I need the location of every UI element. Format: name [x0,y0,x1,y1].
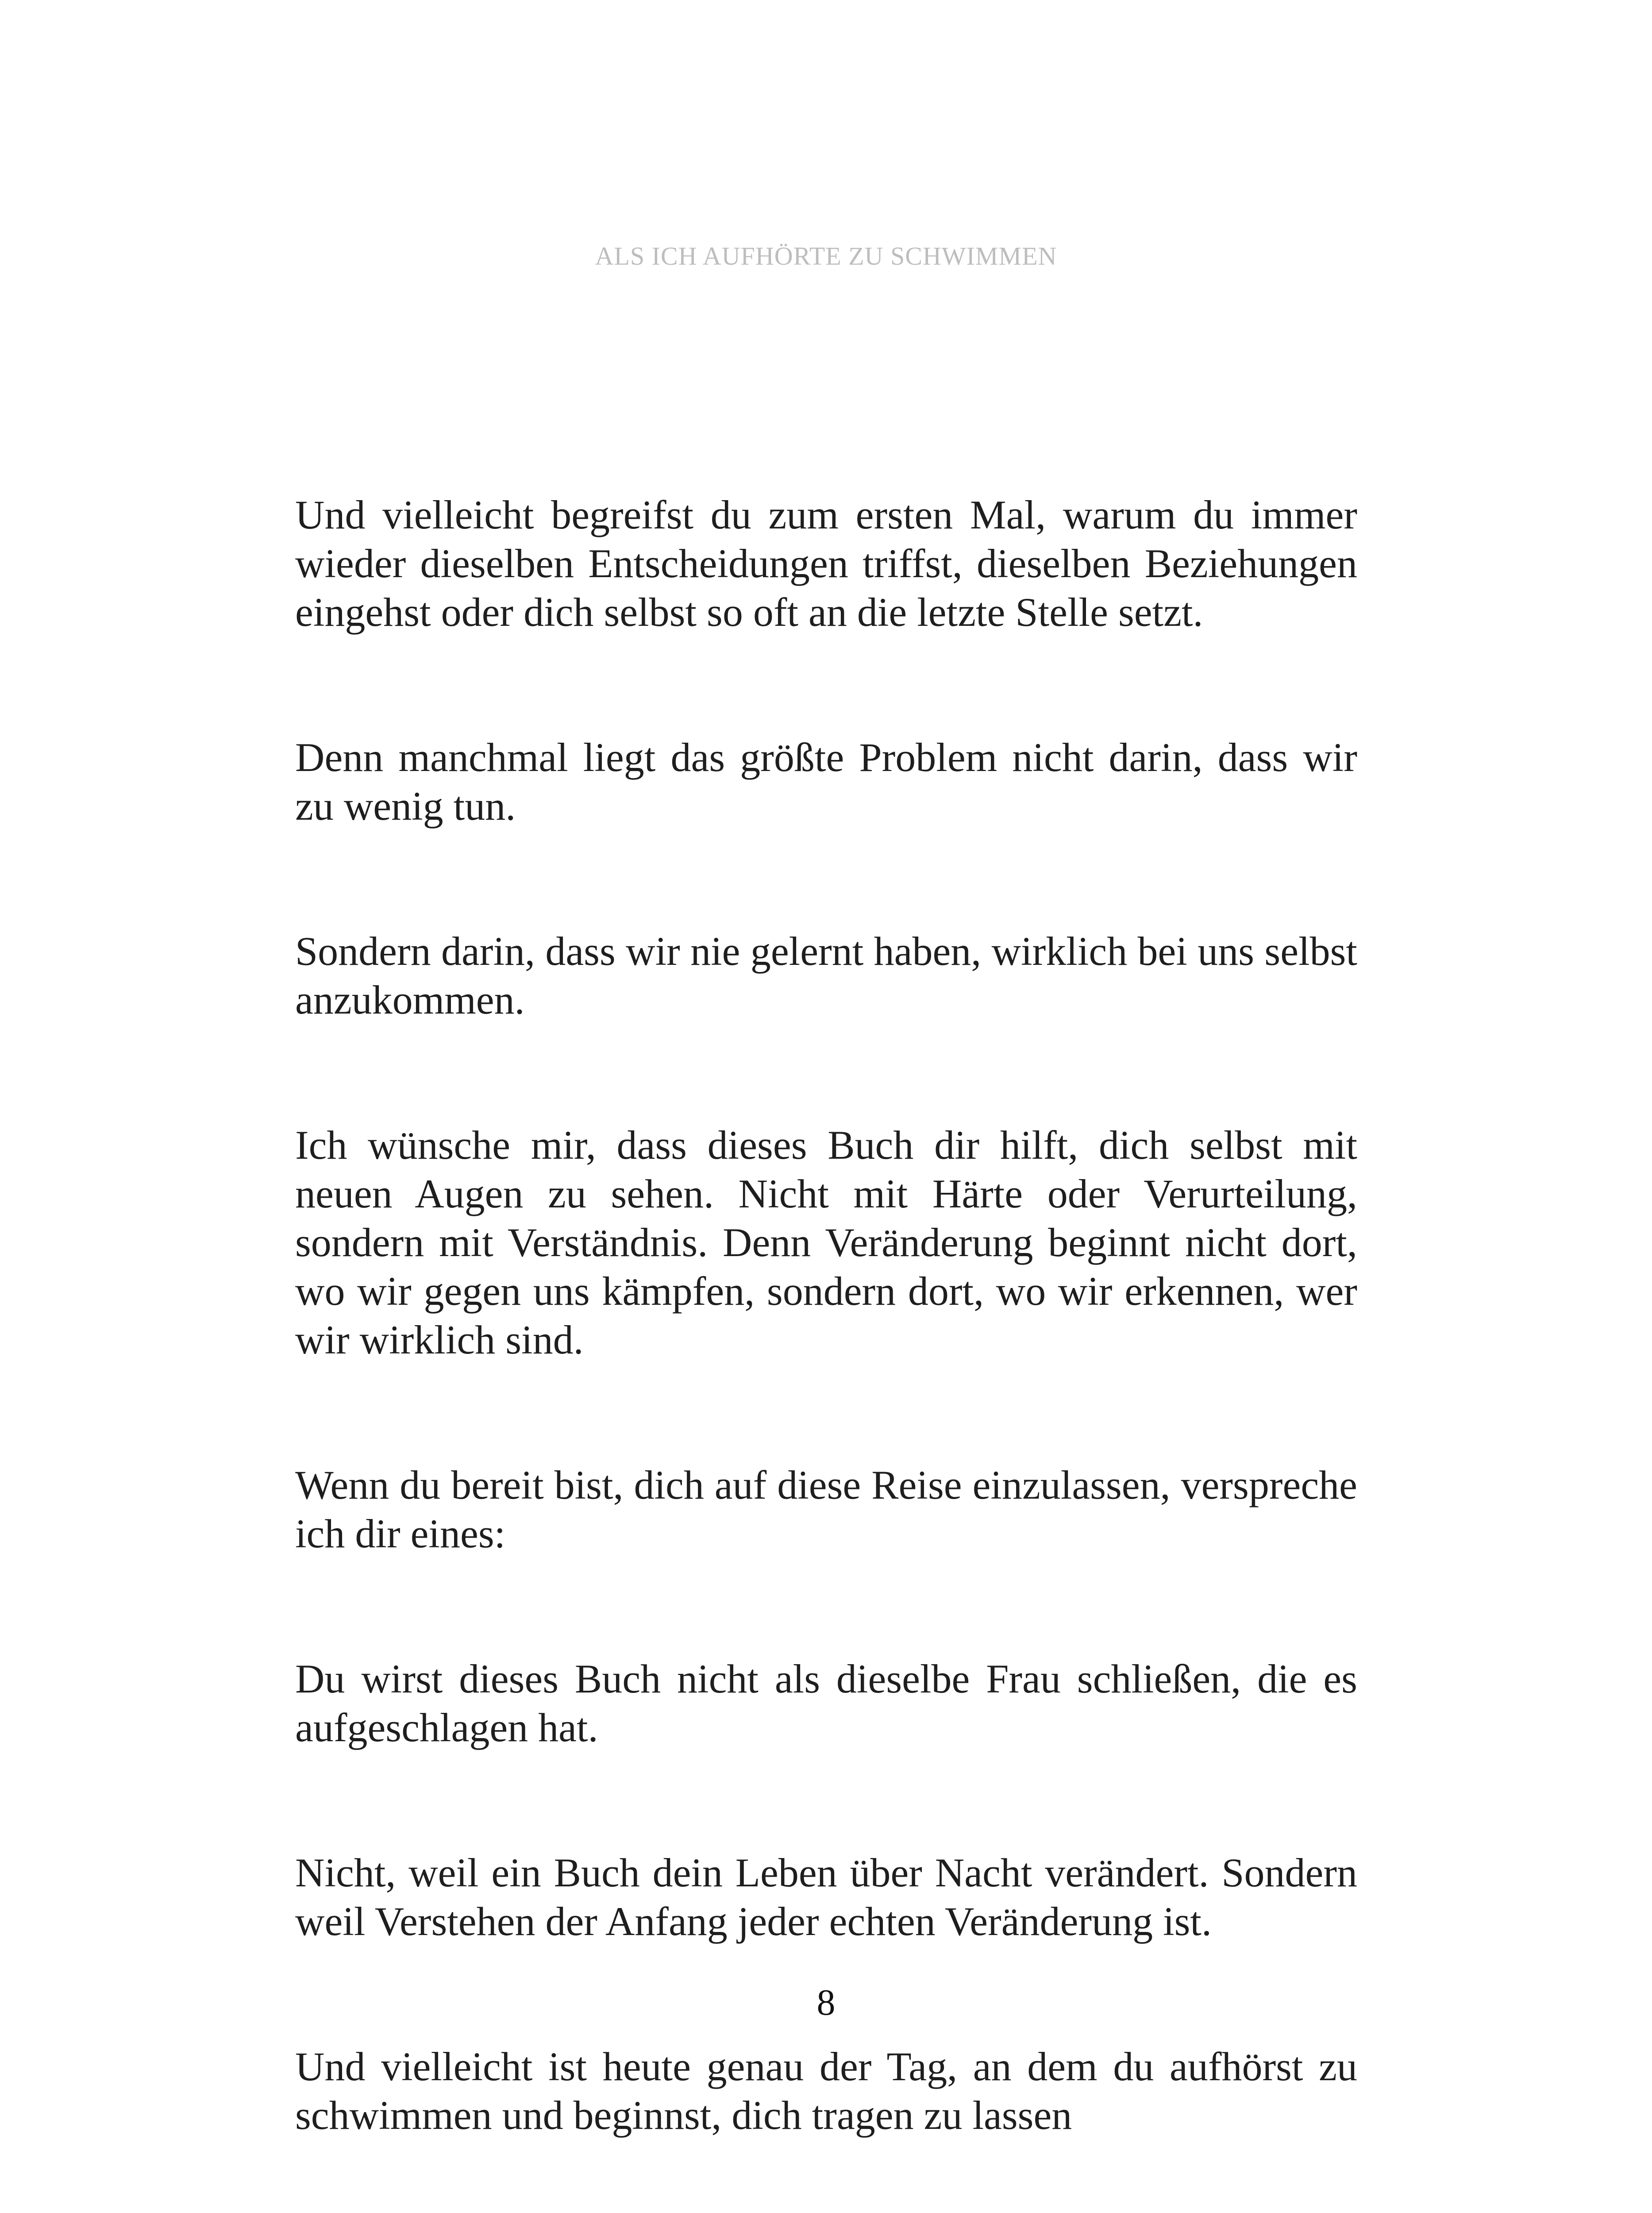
paragraph: Du wirst dieses Buch nicht als dieselbe Frau schließen, die es aufgeschlagen hat. [295,1656,1357,1750]
paragraph: Ich wünsche mir, dass dieses Buch dir hilft, dich selbst mit neuen Augen zu sehen. Nicht mit Härte oder Verurteilung, sondern mit Verständnis. Denn Veränderung beginnt nicht dort, wo wir gegen uns kämpfen, sondern dort, wo wir erkennen, wer wir wirklich sind. [295,1122,1357,1362]
paragraph: Wenn du bereit bist, dich auf diese Reise einzulassen, verspreche ich dir eines: [295,1462,1357,1556]
paragraph: Denn manchmal liegt das größte Problem nicht darin, dass wir zu wenig tun. [295,735,1357,829]
paragraph: Nicht, weil ein Buch dein Leben über Nacht verändert. Sondern weil Verstehen der Anfang jeder echten Veränderung ist. [295,1850,1357,1944]
paragraph: Sondern darin, dass wir nie gelernt haben, wirklich bei uns selbst anzukommen. [295,929,1357,1022]
page-number: 8 [816,1982,836,2023]
paragraph: Und vielleicht begreifst du zum ersten Mal, warum du immer wieder dieselben Entscheidungen triffst, dieselben Beziehungen eingehst oder dich selbst so oft an die letzte Stelle setzt. [295,492,1357,635]
running-header: ALS ICH AUFHÖRTE ZU SCHWIMMEN [595,242,1057,270]
body-text [295,490,1357,2140]
paragraph: Und vielleicht ist heute genau der Tag, an dem du aufhörst zu schwimmen und beginnst, dich tragen zu lassen [295,2044,1357,2138]
